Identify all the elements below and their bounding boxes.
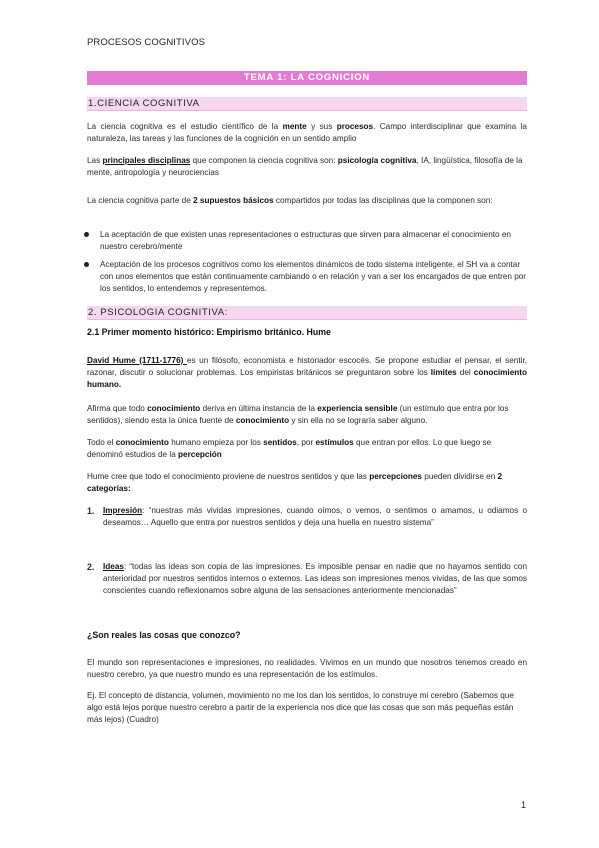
paragraph: Las principales disciplinas que componen la ciencia cognitiva son: psicología cognitiva, IA, lingüística, filosofía de la mente, antropología y neurociencias [87,156,523,178]
paragraph: Ej. El concepto de distancia, volumen, movimiento no me los dan los sentidos, lo construye mi cerebro (Sabemos que algo está lejos porque nuestro cerebro a partir de la experiencia nos dice que las cosas que son más pequeñas están más lejos) (Cuadro) [87,691,514,725]
list-item: Aceptación de los procesos cognitivos como los elementos dinámicos de todo sistema inteligente, el SH va a contar con unos elementos que están continuamente cambiando o en relación y van a ser los encargados de que entren por los sentidos, lo entendemos y representemos. [100,259,527,296]
section-heading-psicologia-cognitiva: 2. PSICOLOGIA COGNITIVA: [87,306,527,320]
page-number: 1 [521,800,527,810]
paragraph: Todo el conocimiento humano empieza por los sentidos, por estímulos que entran por ellos. Lo que luego se denominó estudios de la percepción [87,438,492,460]
paragraph: La ciencia cognitiva es el estudio científico de la mente y sus procesos. Campo interdisciplinar que examina la naturaleza, las tareas y las funciones de la cognición en un sentido amplio [87,122,527,144]
subsection-heading: 2.1 Primer momento histórico: Empirismo británico. Hume [87,327,331,337]
list-item: La aceptación de que existen unas representaciones o estructuras que sirven para almacenar el conocimiento en nuestro cerebro/mente [100,229,527,253]
section-heading-ciencia-cognitiva: 1.CIENCIA COGNITIVA [87,97,527,111]
page-title: TEMA 1: LA COGNICION [87,71,527,85]
paragraph: El mundo son representaciones e impresiones, no realidades. Vivimos en un mundo que nosotros tenemos creado en nuestro cerebro, ya que nuestro mundo es una representación de los estímulos. [87,658,527,680]
bullet-icon [84,232,89,237]
paragraph: Hume cree que todo el conocimiento proviene de nuestros sentidos y que las percepciones pueden dividirse en 2 categorías: [87,472,503,494]
paragraph: La ciencia cognitiva parte de 2 supuestos básicos compartidos por todas las disciplinas que la componen son: [87,196,493,205]
paragraph: David Hume (1711-1776) es un filósofo, economista e historiador escocés. Se propone estudiar el pensar, el sentir, razonar, discutir o solucionar problemas. Los empiristas británicos se preguntaron sobre los límites del conocimiento humano. [87,356,527,390]
paragraph: Afirma que todo conocimiento deriva en última instancia de la experiencia sensible (un estímulo que entra por los sentidos), siendo esta la única fuente de conocimiento y sin ella no se lograría saber alguno. [87,404,509,426]
document-header: PROCESOS COGNITIVOS [87,37,206,48]
bullet-icon [84,262,89,267]
numbered-item: 2. Ideas: “todas las ideas son copia de las impresiones. Es imposible pensar en nadie que no hayamos sentido con anterioridad por nuestros sentidos internos o externos. Las ideas son impresiones menos vividas, de las que somos conscientes cuando reflexionamos sobre alguna de las sensaciones anteriormente mencionadas” [87,562,527,596]
question-heading: ¿Son reales las cosas que conozco? [87,630,241,640]
numbered-item: 1. Impresión: “nuestras más vividas impresiones, cuando oímos, o vemos, o sentimos o amamos, u odiamos o deseamos… Aquello que entra por nuestros sentidos y deja una huella en nuestro sistema” [87,506,527,528]
